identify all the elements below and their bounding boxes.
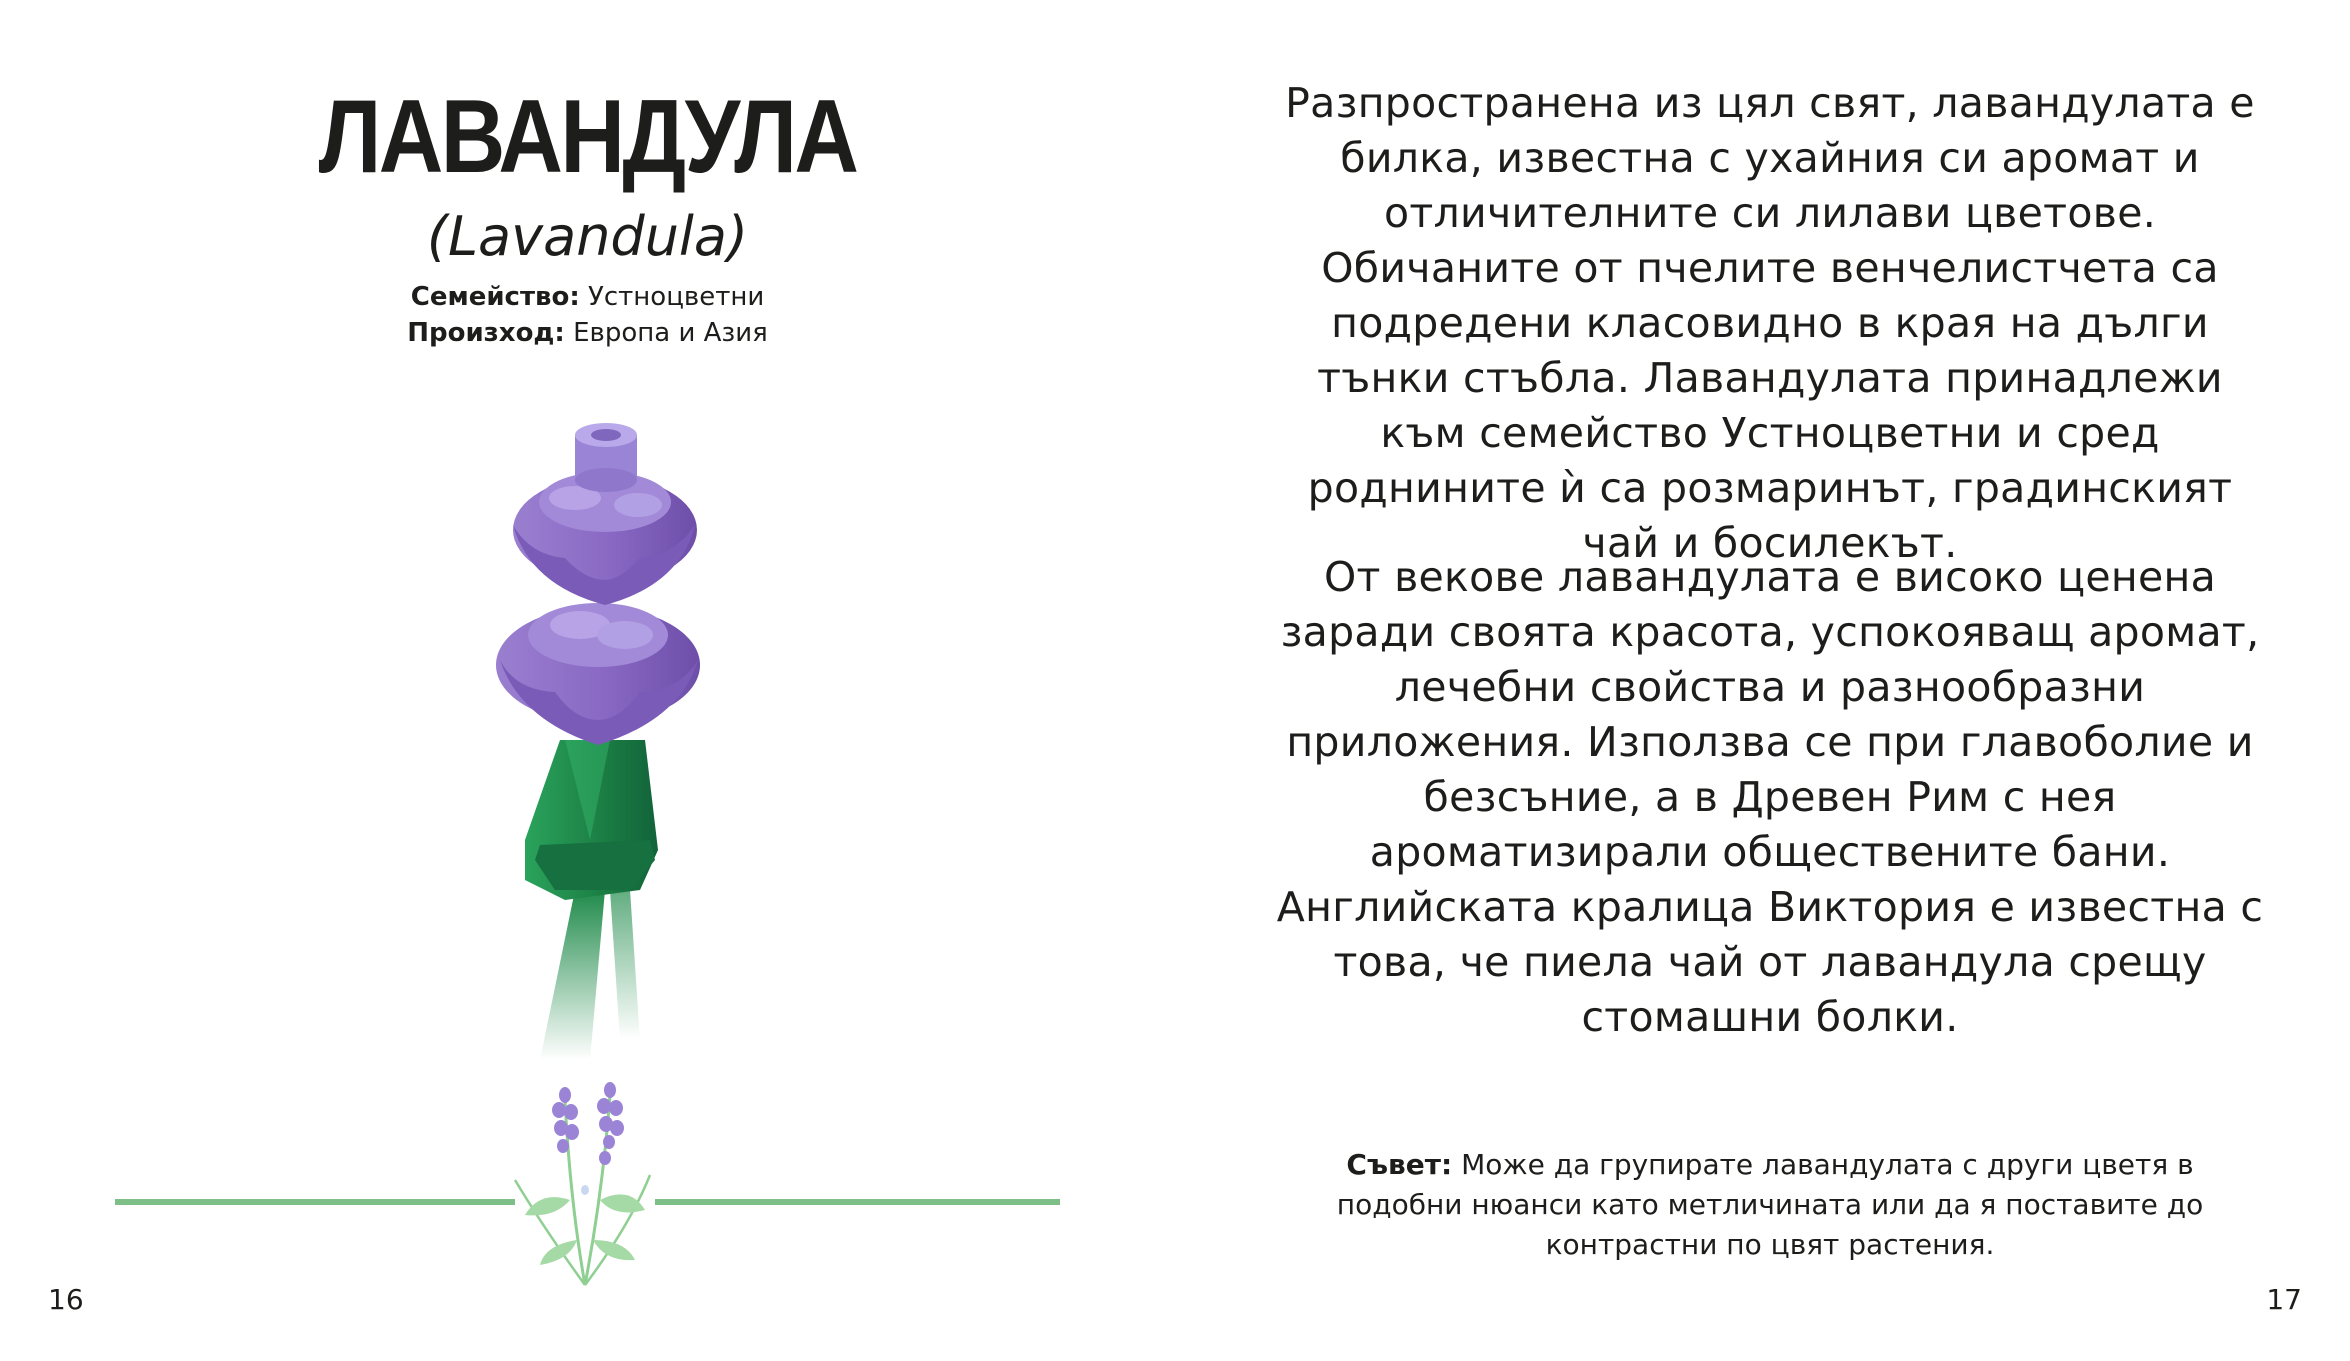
tip-label: Съвет: bbox=[1346, 1148, 1453, 1181]
latin-name: (Lavandula) bbox=[426, 205, 749, 268]
tip-note bbox=[1320, 1145, 2220, 1265]
page-number-left: 16 bbox=[48, 1283, 84, 1316]
page-title: ЛАВАНДУЛА bbox=[318, 79, 857, 195]
tip-text: Може да групирате лавандулата с други цветя в подобни нюанси като метличината или да я поставите до контрастни по цвят растения. bbox=[1336, 1148, 2204, 1261]
lavender-sprig-icon bbox=[115, 1040, 1065, 1300]
origin-value: Европа и Азия bbox=[573, 318, 768, 348]
family-value: Устноцветни bbox=[588, 282, 765, 312]
page-number-right: 17 bbox=[2266, 1283, 2302, 1316]
lavender-brick-model-icon bbox=[480, 420, 780, 1060]
right-page bbox=[1175, 0, 2350, 1361]
description-paragraph-2: От векове лавандулата е високо ценена заради своята красота, успокояващ аромат, лечебни свойства и разнообразни приложения. Използва се при главоболие и безсъние, а в Древен Рим с нея ароматизирали обществените бани. Английската кралица Виктория е известна с това, че пиела чай от лавандула срещу стомашни болки. bbox=[1276, 553, 2264, 1041]
family-info bbox=[0, 282, 1175, 312]
origin-info bbox=[0, 318, 1175, 348]
family-label: Семейство: bbox=[410, 282, 580, 312]
description-paragraph-1: Разпространена из цял свят, лавандулата е билка, известна с ухайния си аромат и отличителните си лилави цветове. Обичаните от пчелите венчелистчета са подредени класовидно в края на дълги тънки стъбла. Лавандулата принадлежи към семейство Устноцветни и сред роднините ѝ са розмаринът, градинският чай и босилекът. bbox=[1285, 79, 2255, 567]
origin-label: Произход: bbox=[407, 318, 565, 348]
